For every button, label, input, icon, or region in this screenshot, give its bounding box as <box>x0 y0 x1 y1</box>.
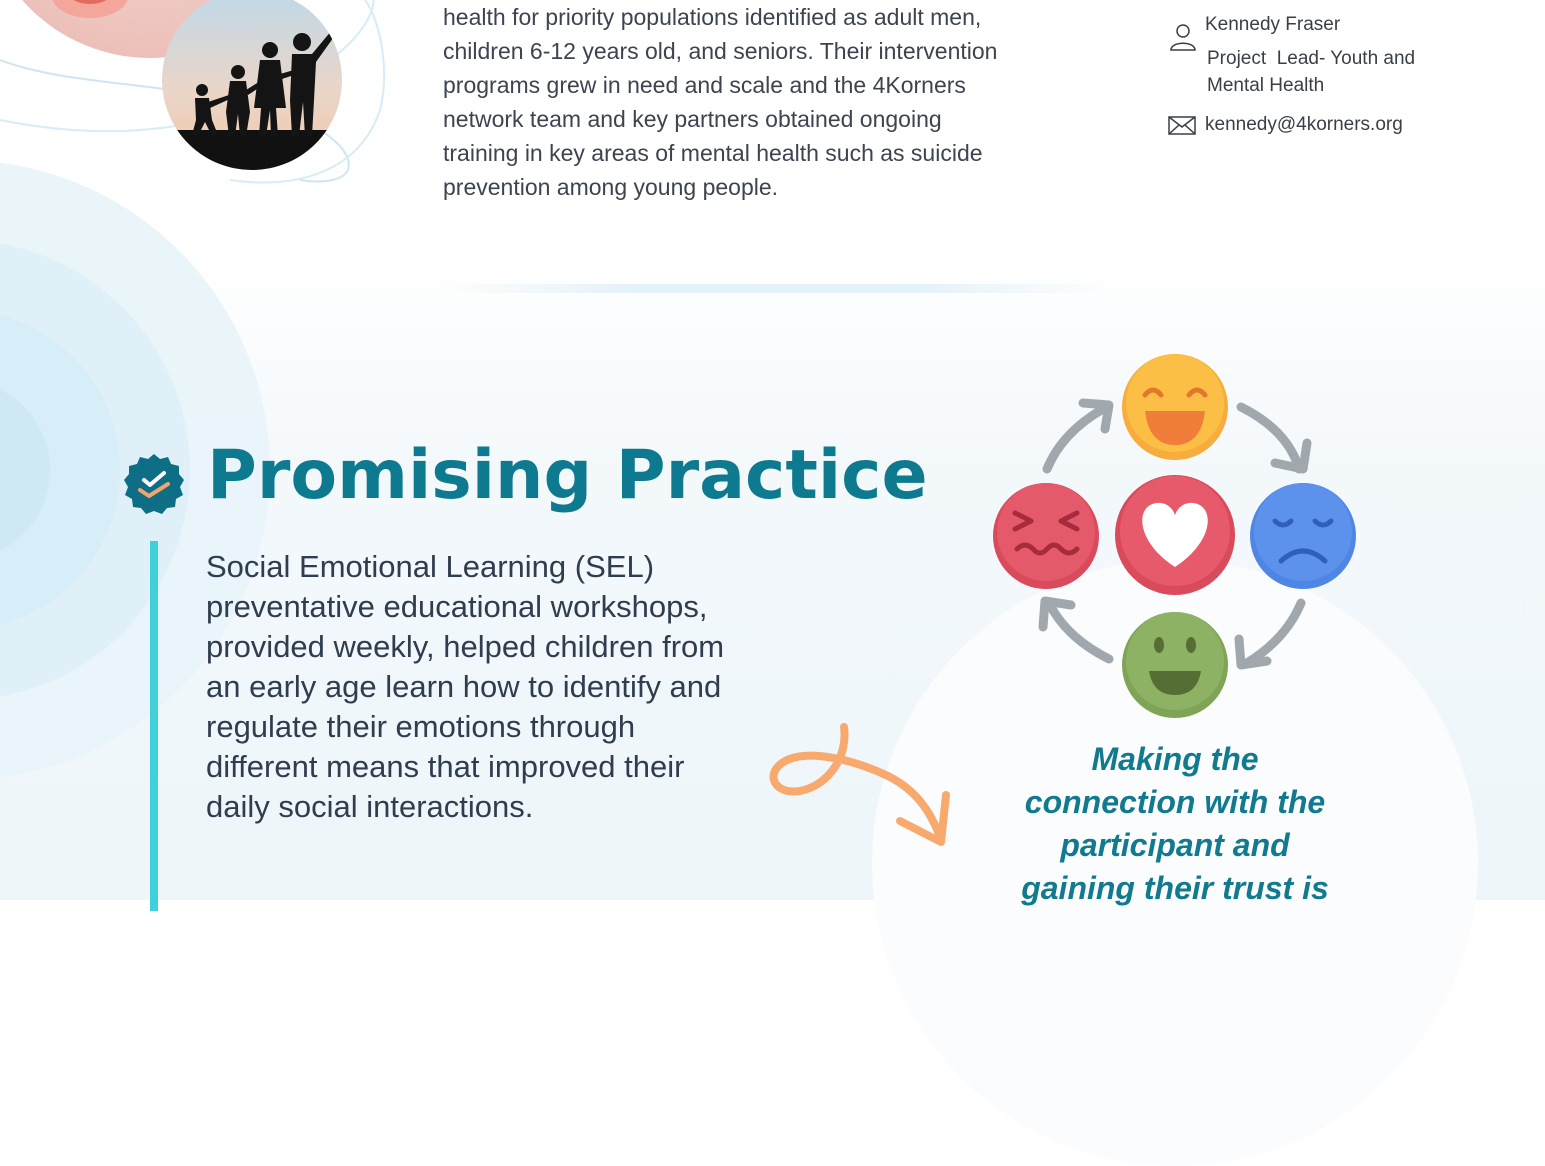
body-line: an early age learn how to identify and <box>206 669 722 704</box>
user-icon <box>1168 22 1198 52</box>
body-line: daily social interactions. <box>206 789 534 824</box>
contact-name: Kennedy Fraser <box>1205 14 1341 35</box>
smiling-face-icon <box>1122 612 1228 718</box>
intro-line: prevention among young people. <box>443 174 779 200</box>
quote-line: participant and <box>1060 827 1290 863</box>
quote-line: connection with the <box>1024 784 1326 820</box>
body-line: different means that improved their <box>206 749 685 784</box>
emotion-cycle-illustration <box>985 345 1365 725</box>
contact-role-line: Project Lead- Youth and <box>1207 48 1416 69</box>
sad-face-icon <box>1250 483 1356 589</box>
intro-line: children 6-12 years old, and seniors. Their intervention <box>443 38 998 64</box>
intro-line: network team and key partners obtained ongoing <box>443 106 942 132</box>
quote-line: Making the <box>1091 741 1259 777</box>
section-heading: Promising Practice <box>207 436 928 515</box>
angry-face-icon <box>993 483 1099 589</box>
happy-face-icon <box>1122 354 1228 460</box>
section-divider <box>440 284 1110 293</box>
intro-line: training in key areas of mental health such as suicide <box>443 140 983 166</box>
quote-line: gaining their trust is <box>1021 870 1329 906</box>
intro-line: health for priority populations identified as adult men, <box>443 4 982 30</box>
contact-role <box>1207 45 1487 99</box>
body-line: regulate their emotions through <box>206 709 636 744</box>
intro-paragraph <box>443 0 1103 204</box>
contact-role-line: Mental Health <box>1207 75 1325 96</box>
body-line: provided weekly, helped children from <box>206 629 725 664</box>
squiggle-arrow-icon <box>760 715 960 855</box>
accent-bar <box>150 541 158 911</box>
heart-icon <box>1115 475 1235 595</box>
check-badge-icon <box>122 452 186 516</box>
contact-email-link[interactable]: kennedy@4korners.org <box>1205 114 1403 135</box>
quote-text <box>975 738 1375 910</box>
body-line: preventative educational workshops, <box>206 589 708 624</box>
contact-email-row[interactable] <box>1168 114 1403 136</box>
section-body <box>206 547 806 827</box>
intro-line: programs grew in need and scale and the 4Korners <box>443 72 966 98</box>
body-line: Social Emotional Learning (SEL) <box>206 549 655 584</box>
mail-icon <box>1168 116 1196 136</box>
